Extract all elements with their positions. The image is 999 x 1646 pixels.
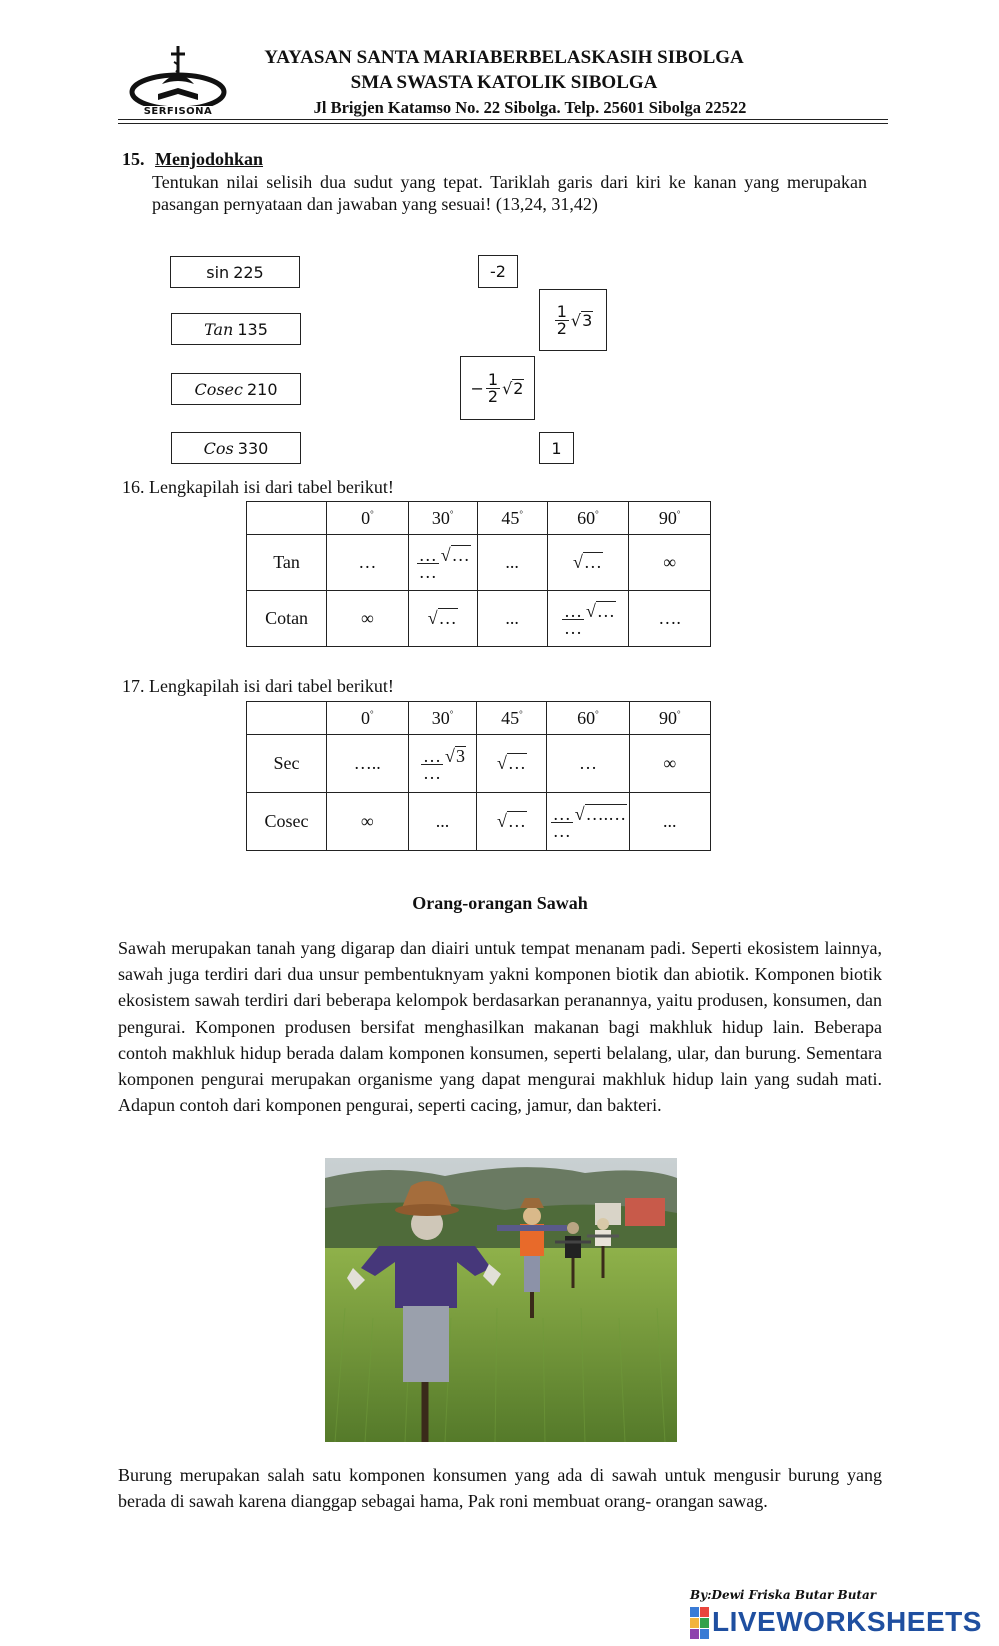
q15-number: 15. [122, 149, 145, 169]
answer-cell[interactable]: … [547, 735, 629, 793]
match-left-cosec210[interactable] [171, 373, 301, 405]
fn-value: 210 [246, 379, 278, 399]
match-right-half-root3[interactable] [539, 289, 607, 351]
answer-cell[interactable]: √ … [477, 793, 547, 851]
q15-instruction: Tentukan nilai selisih dua sudut yang tepat. Tariklah garis dari kiri ke kanan yang merupakan pasangan pernyataan dan jawaban yang sesuai! (13,24, 31,42) [152, 172, 867, 214]
answer-cell[interactable]: √ … [408, 591, 477, 647]
fraction: $\frac{1}{2}$ [487, 369, 499, 406]
answer-cell[interactable]: … [327, 535, 409, 591]
q16-table [246, 501, 711, 647]
match-right-neg-half-root2[interactable] [460, 356, 535, 420]
answer-cell[interactable]: ….. [327, 735, 409, 793]
answer-cell[interactable]: …. [629, 591, 711, 647]
fn-label: Tan [204, 319, 234, 339]
header-cell: 90° [629, 502, 711, 535]
answer-cell[interactable]: ... [629, 793, 710, 851]
corner-cell [247, 502, 327, 535]
header-cell: 0° [327, 702, 409, 735]
sqrt: √ 2 [502, 378, 524, 398]
liveworksheets-wordmark: LIVEWORKSHEETS [712, 1606, 982, 1637]
header-cell: 45° [477, 702, 547, 735]
fn-value: 135 [237, 319, 268, 339]
header-school: SMA SWASTA KATOLIK SIBOLGA [350, 72, 658, 93]
answer-cell[interactable]: $\frac{\dots}{\dots}$ √ … [408, 535, 477, 591]
header-cell: 0° [327, 502, 409, 535]
answer-cell[interactable]: ... [477, 535, 547, 591]
author-credit: By:Dewi Friska Butar Butar [690, 1588, 877, 1602]
minus-sign: − [470, 378, 484, 398]
header-address: Jl Brigjen Katamso No. 22 Sibolga. Telp. 25601 Sibolga 22522 [313, 98, 747, 117]
fn-label: Cos [203, 438, 234, 458]
fn-value: 225 [233, 262, 264, 282]
match-left-cos330[interactable] [171, 432, 301, 464]
sqrt: √ 3 [570, 310, 593, 330]
logo-text: SERFISONA [143, 106, 213, 117]
match-right-minus2[interactable] [478, 255, 518, 288]
fn-label: sin [206, 262, 230, 282]
answer-cell[interactable]: $\frac{\dots}{\dots}$ √ 3 [408, 735, 477, 793]
q17-prompt: 17. Lengkapilah isi dari tabel berikut! [122, 676, 394, 696]
corner-cell [247, 702, 327, 735]
header-cell: 45° [477, 502, 547, 535]
header-cell: 90° [629, 702, 710, 735]
row-label-cosec: Cosec [247, 793, 327, 851]
header-rule-bottom [118, 123, 888, 124]
header-cell: 60° [547, 502, 629, 535]
row-label-cotan: Cotan [247, 591, 327, 647]
q16-prompt: 16. Lengkapilah isi dari tabel berikut! [122, 477, 394, 497]
liveworksheets-logo [690, 1606, 982, 1638]
header-rule-top [118, 119, 888, 120]
answer-cell[interactable]: $\frac{\dots}{\dots}$ √ ….… [547, 793, 629, 851]
liveworksheets-icon [690, 1607, 708, 1637]
scarecrow-photo [325, 1158, 677, 1442]
answer-cell: ∞ [629, 735, 710, 793]
story-paragraph-2: Burung merupakan salah satu komponen konsumen yang ada di sawah untuk mengusir burung yang berada di sawah karena dianggap sebagai hama, Pak roni membuat orang- orangan sawag. [118, 1465, 882, 1512]
answer-cell[interactable]: √ … [477, 735, 547, 793]
match-left-sin225[interactable] [170, 256, 300, 288]
answer-cell[interactable]: ... [408, 793, 477, 851]
answer-cell: ∞ [327, 793, 409, 851]
fn-value: 330 [237, 438, 269, 458]
q17-table [246, 701, 711, 851]
answer-cell: ∞ [327, 591, 409, 647]
answer-cell: ∞ [629, 535, 711, 591]
header-cell: 30° [408, 702, 477, 735]
story-paragraph-1: Sawah merupakan tanah yang digarap dan diairi untuk tempat menanam padi. Seperti ekosistem lainnya, sawah juga terdiri dari dua unsur pembentuknyam yakni komponen biotik dan abiotik. Komponen biotik ekosistem sawah terdiri dari beberapa kelompok berdasarkan peranannya, yaitu produsen, konsumen, dan pengurai. Komponen produsen bersifat menghasilkan makanan bagi makhluk hidup lain. Beberapa contoh makhluk hidup berada dalam komponen konsumen, seperti belalang, ular, dan burung. Sementara komponen pengurai merupakan organisme yang dapat mengurai makhluk hidup lain yang sudah mati. Adapun contoh dari komponen pengurai, seperti cacing, jamur, dan bakteri. [118, 938, 882, 1116]
match-left-tan135[interactable] [171, 313, 301, 345]
row-label-sec: Sec [247, 735, 327, 793]
answer-cell[interactable]: ... [477, 591, 547, 647]
answer-cell[interactable]: √ … [547, 535, 629, 591]
header-foundation: YAYASAN SANTA MARIABERBELASKASIH SIBOLGA [264, 47, 744, 68]
header-cell: 60° [547, 702, 629, 735]
match-right-one[interactable] [539, 432, 574, 464]
answer-value: -2 [490, 262, 506, 281]
answer-value: 1 [551, 438, 562, 458]
q15-heading [122, 148, 263, 170]
fraction: $\frac{1}{2}$ [556, 301, 567, 338]
fn-label: Cosec [194, 379, 243, 399]
story-title: Orang-orangan Sawah [412, 893, 588, 913]
row-label-tan: Tan [247, 535, 327, 591]
header-cell: 30° [408, 502, 477, 535]
school-logo [128, 44, 228, 120]
q15-title: Menjodohkan [155, 149, 264, 169]
answer-cell[interactable]: $\frac{\dots}{\dots}$ √ … [547, 591, 629, 647]
